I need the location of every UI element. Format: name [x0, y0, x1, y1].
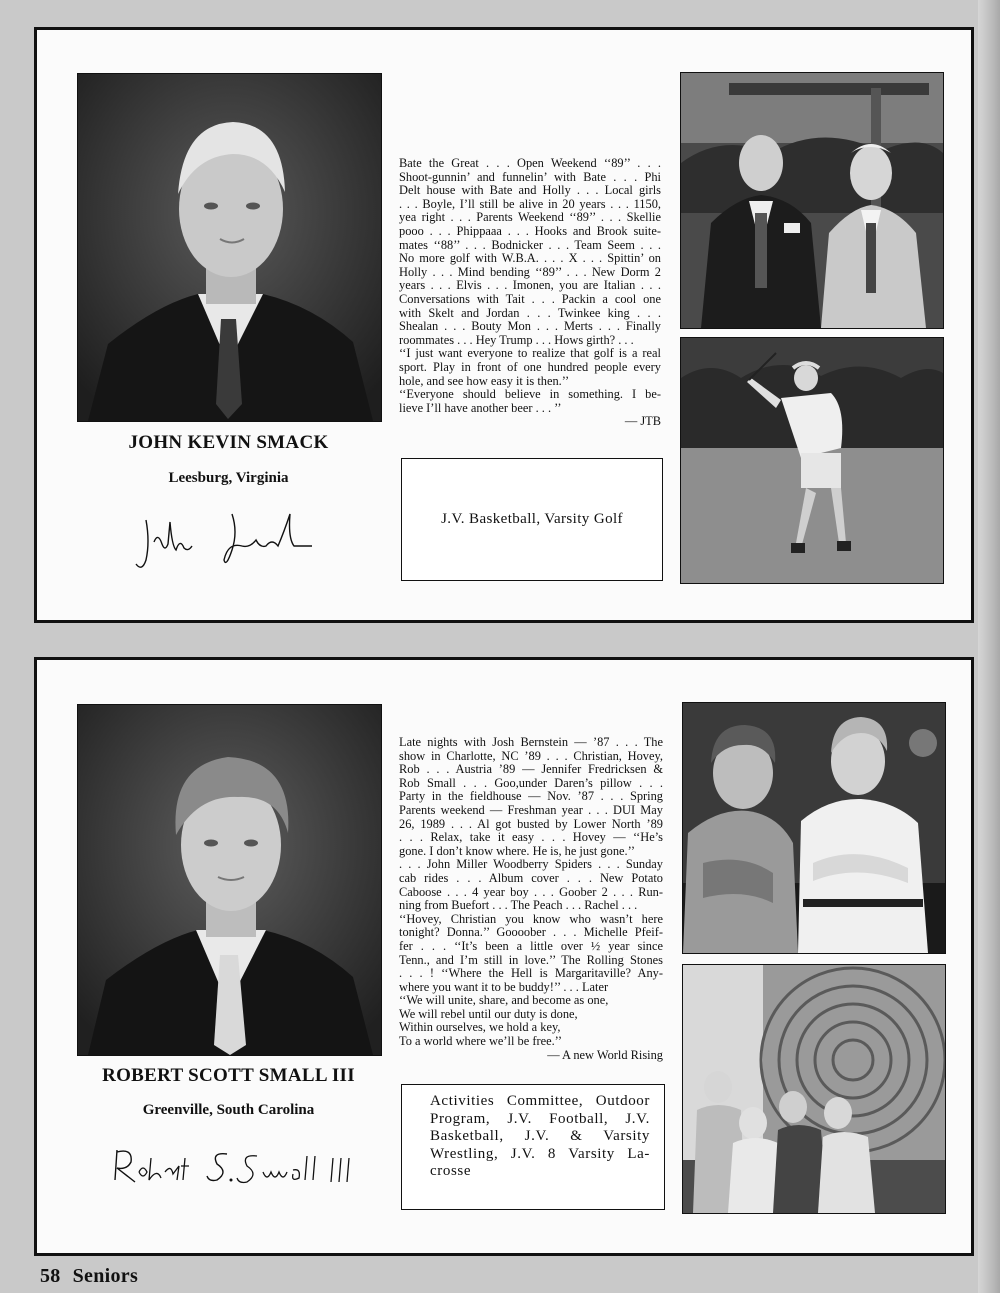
senior-quote — [399, 157, 661, 429]
senior-quote — [399, 736, 663, 1062]
quote-line: Rob Small . . . Goo,under Daren’s pillow . . . — [399, 775, 663, 790]
candid-photo-top — [682, 702, 946, 954]
quote-line: . . . ! ‘‘Where the Hell is Margaritaville? Any- — [399, 966, 663, 981]
candid-photo-top — [680, 72, 944, 329]
quote-line: We will rebel until our duty is done, — [399, 1006, 578, 1021]
quote-line: gone. I don’t know where. He is, he just gone.’’ — [399, 843, 635, 858]
senior-hometown: Leesburg, Virginia — [168, 470, 289, 486]
activities-text: J.V. Basketball, Varsity Golf — [441, 511, 623, 527]
quote-line: Parents weekend — Freshman year . . . DUI May — [399, 802, 663, 817]
quote-line: ‘‘We will unite, share, and become as one, — [399, 993, 609, 1008]
quote-line: lieve I’ll have another beer . . . ’’ — [399, 400, 562, 415]
quote-line: Conversations with Tait . . . Packin a cool one — [399, 291, 661, 306]
quote-line: with Skelt and Jordan . . . Twinkee king . . . — [399, 305, 661, 320]
signature-image — [132, 502, 322, 577]
quote-line: 26, 1989 . . . Al got busted by Lower North ’89 — [399, 816, 663, 831]
quote-lines — [399, 157, 661, 415]
activities-box — [401, 458, 663, 581]
senior-panel-1 — [34, 27, 974, 623]
candid-photo-group — [682, 964, 946, 1214]
page-footer — [40, 1265, 138, 1288]
quote-line: ‘‘Hovey, Christian you know who wasn’t here — [399, 911, 663, 926]
candid-photo-golf — [680, 337, 944, 584]
quote-line: To a world where we’ll be free.’’ — [399, 1034, 562, 1049]
section-title: Seniors — [72, 1265, 139, 1287]
quote-line: roommates . . . Hey Trump . . . Hows girth? . . . — [399, 332, 634, 347]
quote-line: ning from Buefort . . . The Peach . . . Rachel . . . — [399, 898, 638, 913]
senior-panel-2 — [34, 657, 974, 1256]
quote-line: No more golf with W.B.A. . . . X . . . Spittin’ on — [399, 251, 661, 266]
quote-line: pooo . . . Phippaaa . . . Hooks and Brook suite- — [399, 223, 661, 238]
senior-hometown: Greenville, South Carolina — [142, 1102, 315, 1118]
quote-line: Late nights with Josh Bernstein — ’87 . . . The — [399, 735, 663, 749]
quote-line: Delt house with Bate and Holly . . . Local girls — [399, 183, 661, 198]
quote-line: Holly . . . Mind bending ‘‘89’’ . . . New Dorm 2 — [399, 264, 661, 279]
quote-line: . . . Boyle, I’ll still be alive in 20 years . . . 1150, — [399, 196, 661, 211]
senior-name: ROBERT SCOTT SMALL III — [102, 1065, 355, 1086]
senior-name: JOHN KEVIN SMACK — [128, 432, 329, 453]
quote-line: Caboose . . . 4 year boy . . . Goober 2 . . . Run- — [399, 884, 663, 899]
page-edge — [978, 0, 1000, 1293]
quote-line: where you want it to be buddy!’’ . . . Later — [399, 979, 609, 994]
activities-text: Activities Committee, Outdoor Program, J.V. Football, J.V. Basketball, J.V. & Varsity Wrestling, J.V. 8 Varsity La-crosse — [430, 1093, 650, 1179]
quote-line: cab rides . . . Album cover . . . New Potato — [399, 870, 663, 885]
quote-line: show in Charlotte, NC ’89 . . . Christian, Hovey, — [399, 748, 663, 763]
quote-line: Rob . . . Austria ’89 — Jennifer Fredricksen & — [399, 762, 663, 777]
page-number: 58 — [40, 1265, 61, 1287]
quote-line: Within ourselves, we hold a key, — [399, 1020, 561, 1035]
activities-box — [401, 1084, 665, 1210]
quote-attribution: — JTB — [624, 414, 661, 429]
quote-line: hole, and see how easy it is then.’’ — [399, 373, 570, 388]
quote-line: yea right . . . Parents Weekend ‘‘89’’ . . . Skellie — [399, 210, 661, 225]
quote-attribution: — A new World Rising — [547, 1047, 663, 1062]
quote-line: ‘‘Everyone should believe in something. I be- — [399, 387, 661, 402]
senior-portrait-photo — [77, 704, 382, 1056]
quote-line: Shealan . . . Bouty Mon . . . Merts . . . Finally — [399, 319, 661, 334]
quote-line: fer . . . ‘‘It’s been a little over ½ year since — [399, 938, 663, 953]
quote-line: years . . . Elvis . . . Imonen, you are Italian . . . — [399, 278, 661, 293]
quote-line: Tenn., and I’m still in love.’’ The Rolling Stones — [399, 952, 663, 967]
quote-line: mates ‘‘88’’ . . . Bodnicker . . . Team Seem . . . — [399, 237, 661, 252]
signature-image — [77, 1138, 377, 1198]
quote-line: . . . Relax, take it easy . . . Hovey — ‘‘He’s — [399, 830, 663, 845]
quote-line: Party in the fieldhouse — Nov. ’87 . . . Spring — [399, 789, 663, 804]
quote-line: sport. Play in front of one hundred people every — [399, 359, 661, 374]
quote-line: . . . John Miller Woodberry Spiders . . . Sunday — [399, 857, 663, 872]
senior-portrait-photo — [77, 73, 382, 422]
quote-line: Bate the Great . . . Open Weekend ‘‘89’’ . . . — [399, 156, 661, 170]
quote-line: tonight? Donna.’’ Goooober . . . Michelle Pfeif- — [399, 925, 663, 940]
quote-line: ‘‘I just want everyone to realize that golf is a real — [399, 346, 661, 361]
quote-lines — [399, 736, 663, 1049]
quote-line: Shoot-gunnin’ and funnelin’ with Bate . . . Phi — [399, 169, 661, 184]
